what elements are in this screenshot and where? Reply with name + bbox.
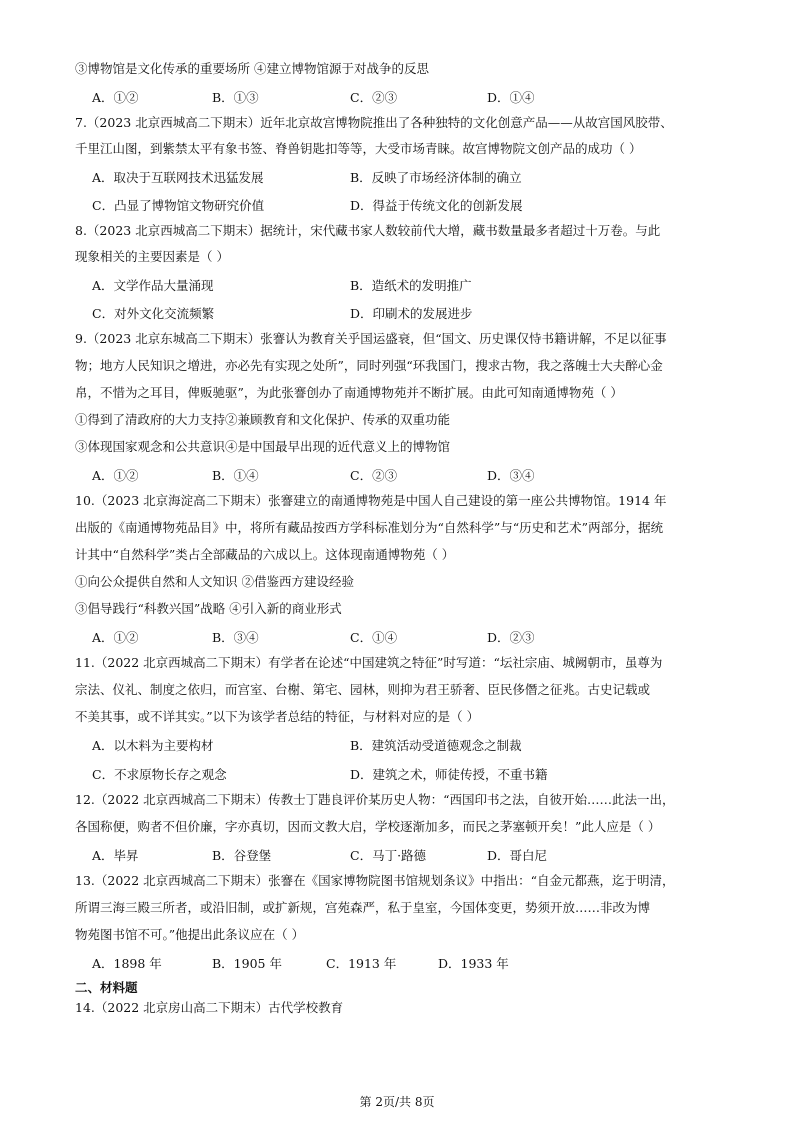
q14-stem: 14.（2022 北京房山高二下期末）古代学校教育 <box>75 1000 344 1015</box>
q7-stem-line-2: 千里江山图，到紫禁太平有象书签、脊兽钥匙扣等等，大受市场青睐。故宫博物院文创产品的成功（ ） <box>75 141 642 156</box>
q9-stem-line-2: 物；地方人民知识之增进，亦必先有实现之处所”，同时列强“环我国门，搜求古物，我之落魄士大夫醉心金 <box>75 358 663 373</box>
q10-option-a: A．①② <box>92 630 139 645</box>
q10-statements-2: ③倡导践行“科教兴国”战略 ④引入新的商业形式 <box>75 601 342 616</box>
q6-option-c: C．②③ <box>350 90 398 105</box>
q13-option-c: C．1913 年 <box>326 956 397 971</box>
q7-option-a: A．取决于互联网技术迅猛发展 <box>92 170 264 185</box>
q6-option-b: B．①③ <box>212 90 259 105</box>
q9-option-d: D．③④ <box>487 468 535 483</box>
q9-stem-line-1: 9.（2023 北京东城高二下期末）张謇认为教育关乎国运盛衰，但“国文、历史课仅恃书籍讲解，不足以征事 <box>75 331 667 346</box>
q8-option-a: A．文学作品大量涌现 <box>92 278 214 293</box>
section-heading: 二、材料题 <box>75 980 138 995</box>
q11-option-d: D．建筑之术，师徒传授，不重书籍 <box>350 767 548 782</box>
q6-option-a: A．①② <box>92 90 139 105</box>
q12-option-a: A．毕昇 <box>92 848 139 863</box>
q13-stem-line-2: 所谓三海三殿三所者，或沿旧制，或扩新规，宫苑森严，私于皇室，今国体变更，势须开放……非改为博 <box>75 900 651 915</box>
q12-stem-line-2: 各国称便，购者不但价廉，字亦真切，因而文教大启，学校逐渐加多，而民之茅塞顿开矣！”此人应是（ ） <box>75 819 661 834</box>
q11-stem-line-2: 宗法、仪礼、制度之依归，而宫室、台榭、第宅、园林，则抑为君王骄奢、臣民侈僭之征兆。古史记载或 <box>75 682 651 697</box>
q9-option-b: B．①④ <box>212 468 259 483</box>
q11-option-b: B．建筑活动受道德观念之制裁 <box>350 738 522 753</box>
q10-stem-line-2: 出版的《南通博物苑品目》中，将所有藏品按西方学科标准划分为“自然科学”与“历史和艺术”两部分，据统 <box>75 520 664 535</box>
q9-stem-line-3: 帛，不惜为之耳目，俾贩驰驱”，为此张謇创办了南通博物苑并不断扩展。由此可知南通博物苑（ ） <box>75 385 623 400</box>
q13-stem-line-1: 13.（2022 北京西城高二下期末）张謇在《国家博物院图书馆规划条议》中指出：“自金元都燕，迄于明清， <box>75 873 675 888</box>
q9-option-a: A．①② <box>92 468 139 483</box>
q7-option-c: C．凸显了博物馆文物研究价值 <box>92 198 265 213</box>
q10-stem-line-1: 10.（2023 北京海淀高二下期末）张謇建立的南通博物苑是中国人自己建设的第一座公共博物馆。1914 年 <box>75 493 667 508</box>
q12-stem-line-1: 12.（2022 北京西城高二下期末）传教士丁韪良评价某历史人物：“西国印书之法，自彼开始……此法一出， <box>75 792 675 807</box>
q6-option-d: D．①④ <box>487 90 535 105</box>
q8-option-b: B．造纸术的发明推广 <box>350 278 472 293</box>
q13-option-b: B．1905 年 <box>212 956 282 971</box>
q8-stem-line-2: 现象相关的主要因素是（ ） <box>75 249 229 264</box>
q7-option-b: B．反映了市场经济体制的确立 <box>350 170 522 185</box>
q13-option-d: D．1933 年 <box>438 956 509 971</box>
q10-option-d: D．②③ <box>487 630 535 645</box>
q11-option-a: A．以木料为主要构材 <box>92 738 214 753</box>
q8-option-d: D．印刷术的发展进步 <box>350 306 473 321</box>
q8-option-c: C．对外文化交流频繁 <box>92 306 215 321</box>
q11-option-c: C．不求原物长存之观念 <box>92 767 227 782</box>
q11-stem-line-3: 不美其事，或不详其实。”以下为该学者总结的特征，与材料对应的是（ ） <box>75 709 480 724</box>
q10-statements-1: ①向公众提供自然和人文知识 ②借鉴西方建设经验 <box>75 574 354 589</box>
q13-option-a: A．1898 年 <box>92 956 162 971</box>
q9-option-c: C．②③ <box>350 468 398 483</box>
q10-stem-line-3: 计其中“自然科学”类占全部藏品的六成以上。这体现南通博物苑（ ） <box>75 547 455 562</box>
q10-option-b: B．③④ <box>212 630 259 645</box>
q9-statements-1: ①得到了清政府的大力支持②兼顾教育和文化保护、传承的双重功能 <box>75 412 451 427</box>
q12-option-b: B．谷登堡 <box>212 848 272 863</box>
page-footer: 第 2页/共 8页 <box>359 1095 435 1109</box>
q8-stem-line-1: 8.（2023 北京西城高二下期末）据统计，宋代藏书家人数较前代大增，藏书数量最多者超过十万卷。与此 <box>75 223 661 238</box>
q9-statements-2: ③体现国家观念和公共意识④是中国最早出现的近代意义上的博物馆 <box>75 439 451 454</box>
q7-option-d: D．得益于传统文化的创新发展 <box>350 198 523 213</box>
q13-stem-line-3: 物苑图书馆不可。”他提出此条议应在（ ） <box>75 927 305 942</box>
q7-stem-line-1: 7.（2023 北京西城高二下期末）近年北京故宫博物院推出了各种独特的文化创意产品——从故宫国风胶带、 <box>75 115 673 130</box>
q11-stem-line-1: 11.（2022 北京西城高二下期末）有学者在论述“中国建筑之特征”时写道：“坛社宗庙、城阙朝市，虽尊为 <box>75 655 663 670</box>
q6-statements: ③博物馆是文化传承的重要场所 ④建立博物馆源于对战争的反思 <box>75 61 429 76</box>
q10-option-c: C．①④ <box>350 630 398 645</box>
q12-option-c: C．马丁·路德 <box>350 848 427 863</box>
q12-option-d: D．哥白尼 <box>487 848 548 863</box>
